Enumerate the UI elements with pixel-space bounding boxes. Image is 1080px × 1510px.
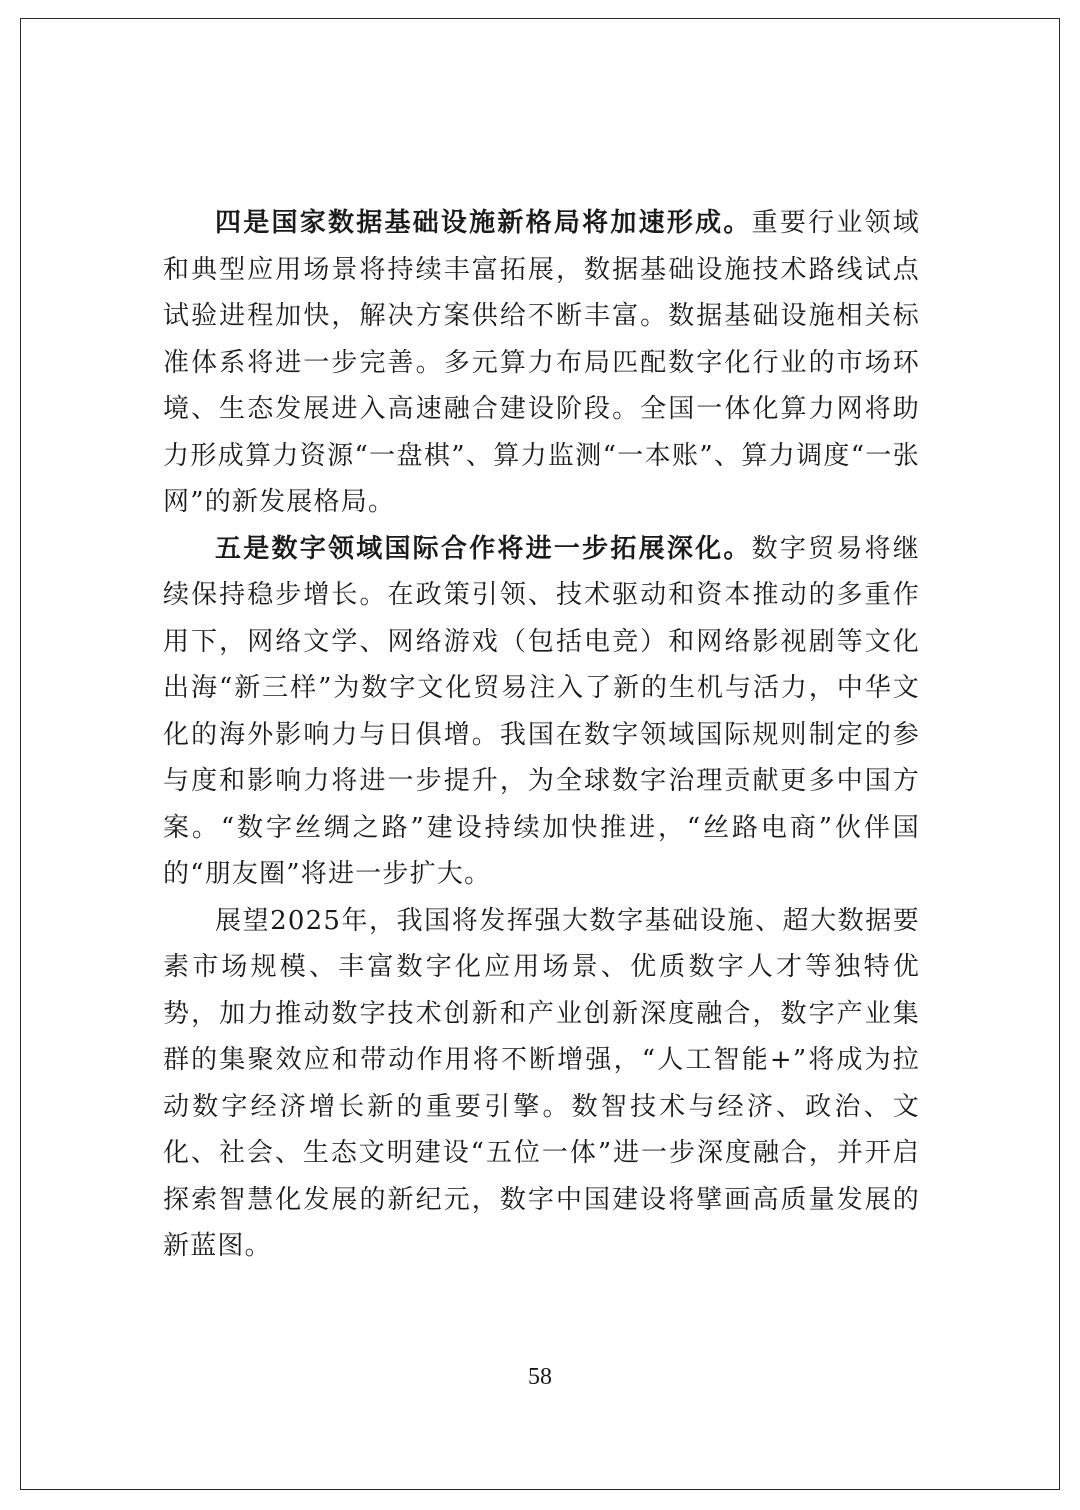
page-number: 58: [528, 1364, 552, 1390]
paragraph-data-infrastructure: [163, 200, 920, 526]
paragraph-outlook-2025: [163, 898, 920, 1270]
paragraph-lead-heading: 五是数字领域国际合作将进一步拓展深化。: [215, 533, 752, 564]
paragraph-international-cooperation: [163, 526, 920, 898]
paragraph-text: 数字贸易将继续保持稳步增长。在政策引领、技术驱动和资本推动的多重作用下，网络文学、网络游戏（包括电竞）和网络影视剧等文化出海“新三样”为数字文化贸易注入了新的生机与活力，中华文化的海外影响力与日俱增。我国在数字领域国际规则制定的参与度和影响力将进一步提升，为全球数字治理贡献更多中国方案。“数字丝绸之路”建设持续加快推进，“丝路电商”伙伴国的“朋友圈”将进一步扩大。: [163, 533, 920, 889]
paragraph-text: 重要行业领域和典型应用场景将持续丰富拓展，数据基础设施技术路线试点试验进程加快，解决方案供给不断丰富。数据基础设施相关标准体系将进一步完善。多元算力布局匹配数字化行业的市场环境、生态发展进入高速融合建设阶段。全国一体化算力网将助力形成算力资源“一盘棋”、算力监测“一本账”、算力调度“一张网”的新发展格局。: [163, 208, 920, 517]
paragraph-lead-heading: 四是国家数据基础设施新格局将加速形成。: [215, 208, 752, 238]
paragraph-text: 展望2025年，我国将发挥强大数字基础设施、超大数据要素市场规模、丰富数字化应用场景、优质数字人才等独特优势，加力推动数字技术创新和产业创新深度融合，数字产业集群的集聚效应和带动作用将不断增强，“人工智能+”将成为拉动数字经济增长新的重要引擎。数智技术与经济、政治、文化、社会、生态文明建设“五位一体”进一步深度融合，并开启探索智慧化发展的新纪元，数字中国建设将擘画高质量发展的新蓝图。: [163, 905, 920, 1261]
document-body: [163, 200, 920, 1270]
